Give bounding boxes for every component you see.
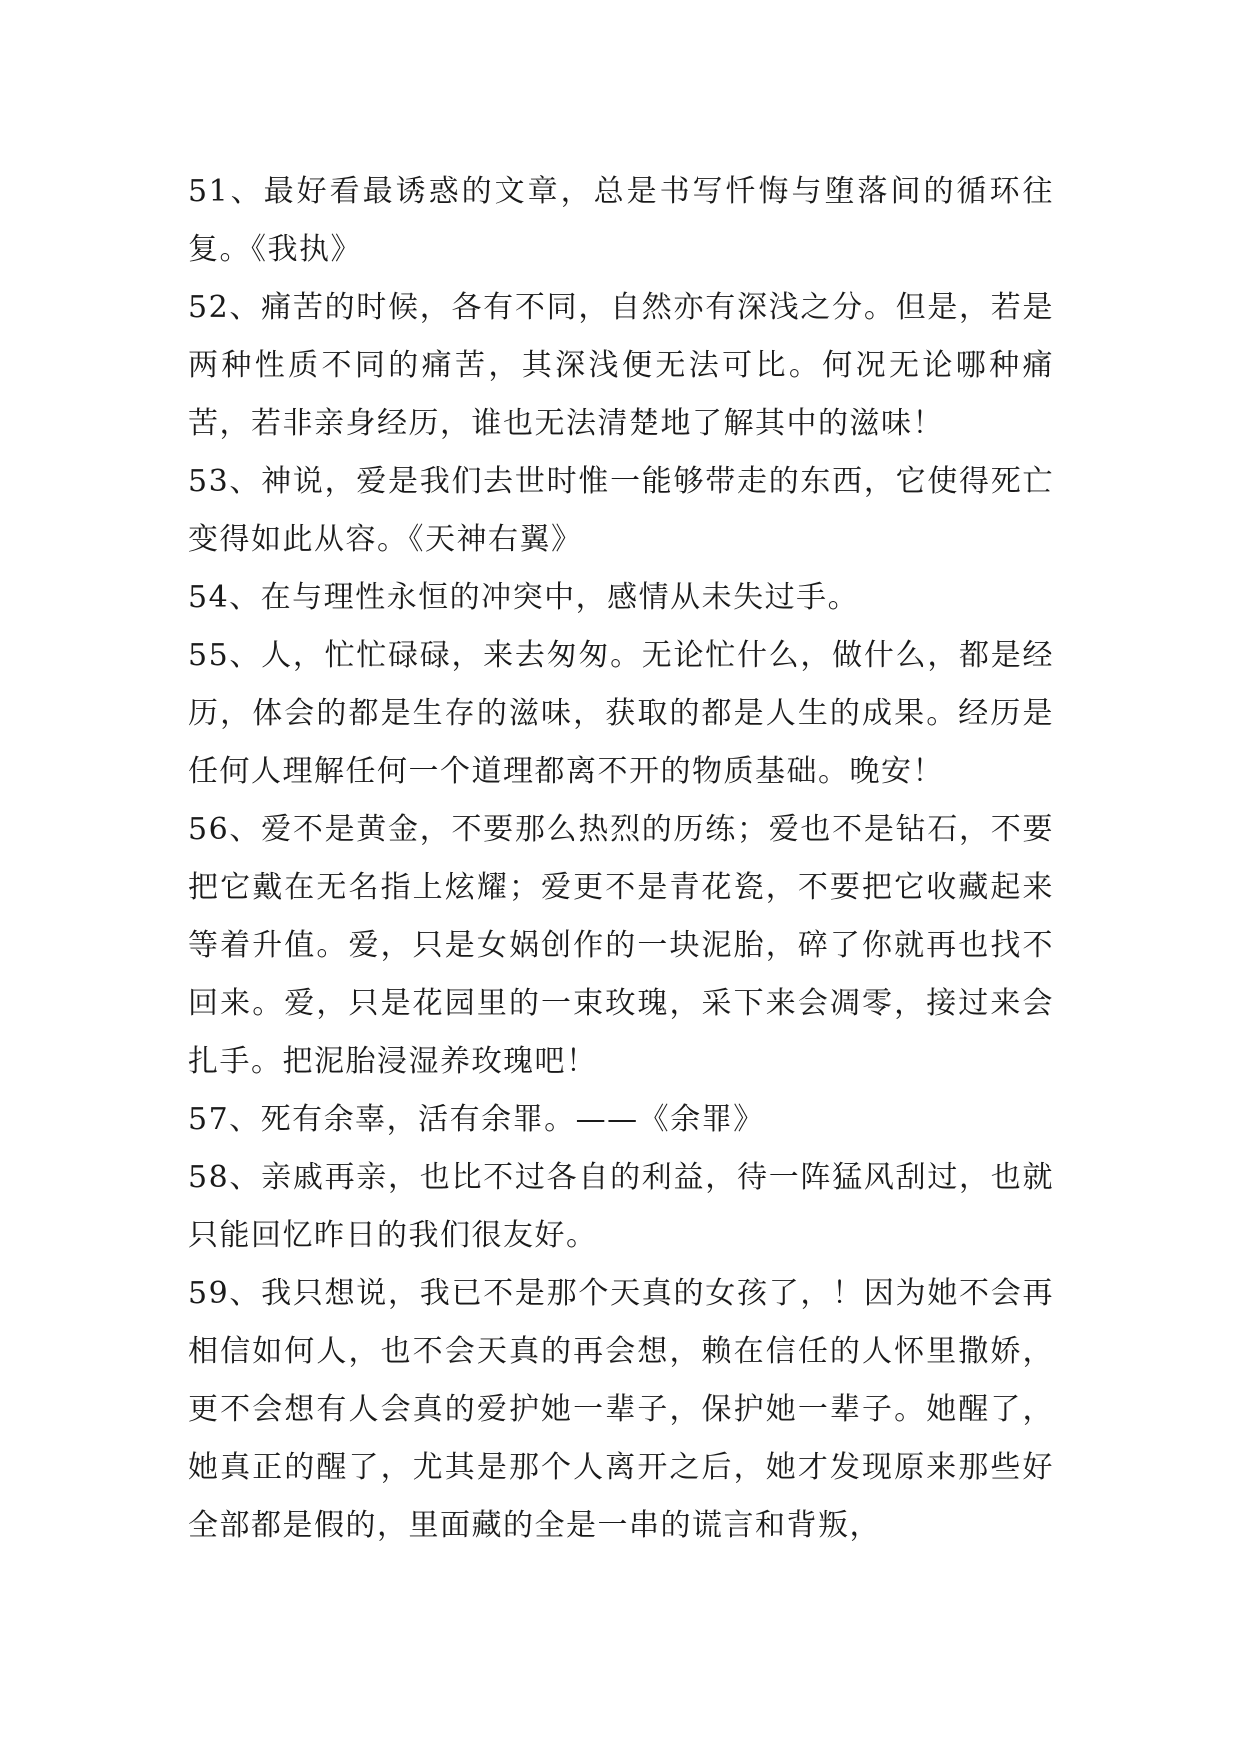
quote-entry-58: 58、亲戚再亲，也比不过各自的利益，待一阵猛风刮过，也就只能回忆昨日的我们很友好。	[188, 1160, 1054, 1253]
quote-entry-51: 51、最好看最诱惑的文章，总是书写忏悔与堕落间的循环往复。《我执》	[188, 174, 1054, 267]
quote-entry-56: 56、爱不是黄金，不要那么热烈的历练；爱也不是钻石，不要把它戴在无名指上炫耀；爱更不是青花瓷，不要把它收藏起来等着升值。爱，只是女娲创作的一块泥胎，碎了你就再也找不回来。爱，只是花园里的一束玫瑰，采下来会凋零，接过来会扎手。把泥胎浸湿养玫瑰吧！	[188, 812, 1054, 1079]
quote-entry-59: 59、我只想说，我已不是那个天真的女孩了，！因为她不会再相信如何人，也不会天真的再会想，赖在信任的人怀里撒娇，更不会想有人会真的爱护她一辈子，保护她一辈子。她醒了，她真正的醒了，尤其是那个人离开之后，她才发现原来那些好全部都是假的，里面藏的全是一串的谎言和背叛，	[188, 1276, 1054, 1543]
quote-entry-54: 54、在与理性永恒的冲突中，感情从未失过手。	[188, 580, 860, 615]
quote-entry-53: 53、神说，爱是我们去世时惟一能够带走的东西，它使得死亡变得如此从容。《天神右翼》	[188, 464, 1054, 557]
document-page	[188, 163, 1054, 1555]
quote-entry-57: 57、死有余辜，活有余罪。——《余罪》	[188, 1102, 765, 1137]
quote-entry-55: 55、人，忙忙碌碌，来去匆匆。无论忙什么，做什么，都是经历，体会的都是生存的滋味，获取的都是人生的成果。经历是任何人理解任何一个道理都离不开的物质基础。晚安！	[188, 638, 1054, 789]
quote-entry-52: 52、痛苦的时候，各有不同，自然亦有深浅之分。但是，若是两种性质不同的痛苦，其深浅便无法可比。何况无论哪种痛苦，若非亲身经历，谁也无法清楚地了解其中的滋味！	[188, 290, 1054, 441]
